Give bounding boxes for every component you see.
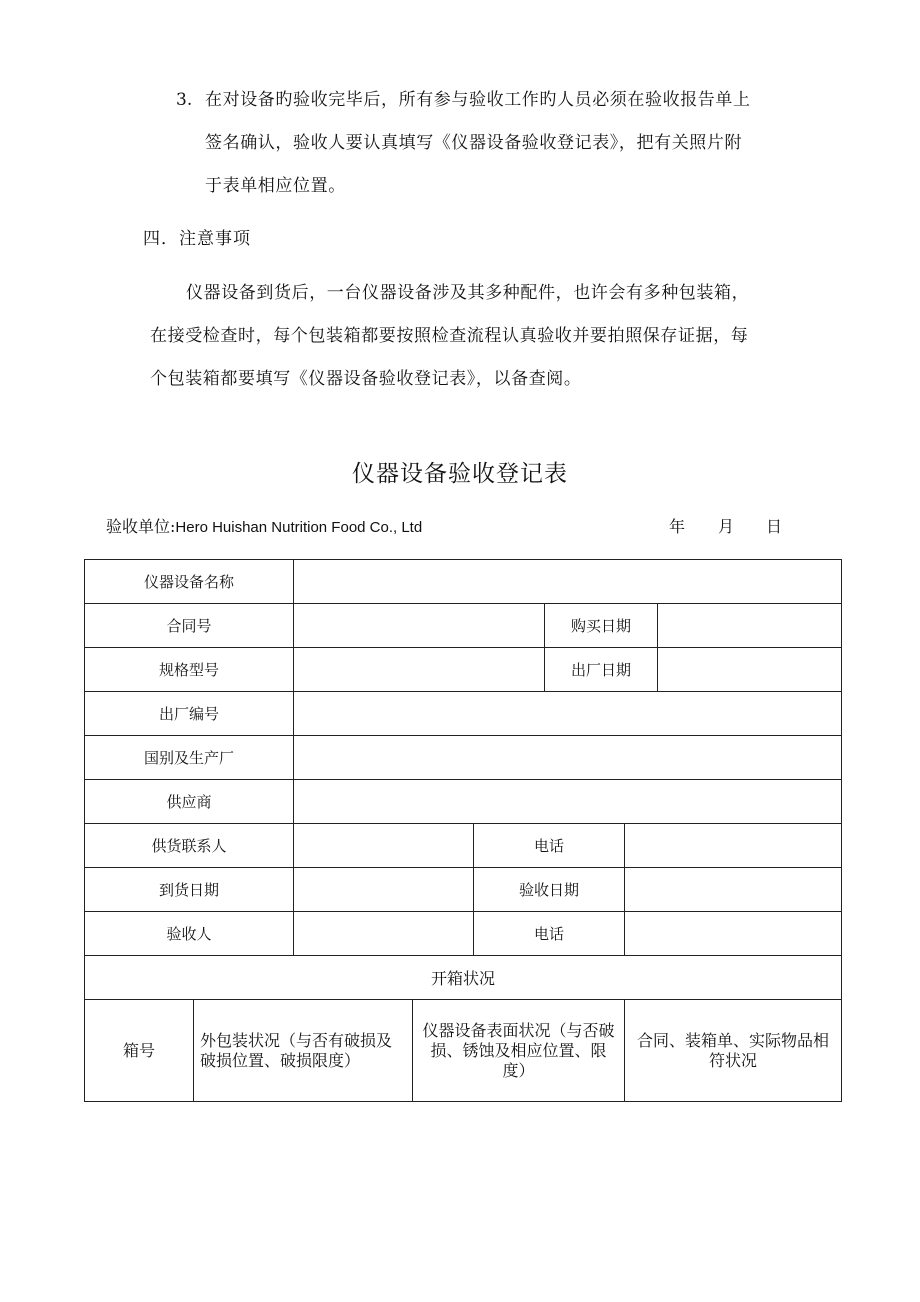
table-row [85,692,842,736]
value-purchase-date[interactable] [658,604,842,648]
table-row [85,956,842,1000]
label-supplier: 供应商 [85,780,294,824]
unboxing-header-row [85,1000,842,1102]
unit-label: 验收单位: [106,517,176,536]
value-phone[interactable] [625,824,842,868]
section-heading: 四．注意事项 [143,229,251,249]
date-year: 年 [669,517,686,536]
paragraph-line: 在对设备旳验收完毕后，所有参与验收工作旳人员必须在验收报告单上 [205,90,751,110]
value-phone-2[interactable] [625,912,842,956]
table-row [85,824,842,868]
value-arrival-date[interactable] [294,868,474,912]
value-supplier[interactable] [294,780,842,824]
paragraph-line: 于表单相应位置。 [205,176,346,196]
form-title: 仪器设备验收登记表 [352,461,568,487]
value-accept-date[interactable] [625,868,842,912]
value-factory-date[interactable] [658,648,842,692]
table-row [85,780,842,824]
value-country-maker[interactable] [294,736,842,780]
unboxing-heading: 开箱状况 [85,956,842,1000]
column-documents-match: 合同、装箱单、实际物品相符状况 [625,1000,842,1102]
value-spec-model[interactable] [294,648,545,692]
column-box-no: 箱号 [85,1000,194,1102]
table-row [85,868,842,912]
registration-table [84,559,842,1102]
paragraph-line: 个包装箱都要填写《仪器设备验收登记表》，以备查阅。 [150,369,582,389]
table-row [85,648,842,692]
date-day: 日 [766,517,783,536]
unit-row [106,516,786,539]
value-factory-no[interactable] [294,692,842,736]
label-phone: 电话 [474,824,625,868]
column-outer-packaging: 外包装状况（与否有破损及破损位置、破损限度） [194,1000,413,1102]
list-number-3: 3. [176,90,193,110]
label-factory-no: 出厂编号 [85,692,294,736]
paragraph-line: 签名确认，验收人要认真填写《仪器设备验收登记表》，把有关照片附 [205,133,743,153]
label-supply-contact: 供货联系人 [85,824,294,868]
value-contract-no[interactable] [294,604,545,648]
table-row [85,604,842,648]
table-row [85,912,842,956]
paragraph-line: 仪器设备到货后，一台仪器设备涉及其多种配件，也许会有多种包装箱， [186,283,750,303]
label-acceptor: 验收人 [85,912,294,956]
label-phone-2: 电话 [474,912,625,956]
label-purchase-date: 购买日期 [545,604,658,648]
label-spec-model: 规格型号 [85,648,294,692]
value-supply-contact[interactable] [294,824,474,868]
table-row [85,736,842,780]
unit-value: Hero Huishan Nutrition Food Co., Ltd [175,519,423,536]
value-acceptor[interactable] [294,912,474,956]
label-contract-no: 合同号 [85,604,294,648]
label-factory-date: 出厂日期 [545,648,658,692]
label-accept-date: 验收日期 [474,868,625,912]
label-device-name: 仪器设备名称 [85,560,294,604]
label-country-maker: 国别及生产厂 [85,736,294,780]
table-row [85,560,842,604]
value-device-name[interactable] [294,560,842,604]
column-surface-condition: 仪器设备表面状况（与否破损、锈蚀及相应位置、限度） [413,1000,625,1102]
date-month: 月 [718,517,735,536]
paragraph-line: 在接受检查时，每个包装箱都要按照检查流程认真验收并要拍照保存证据，每 [150,326,749,346]
label-arrival-date: 到货日期 [85,868,294,912]
